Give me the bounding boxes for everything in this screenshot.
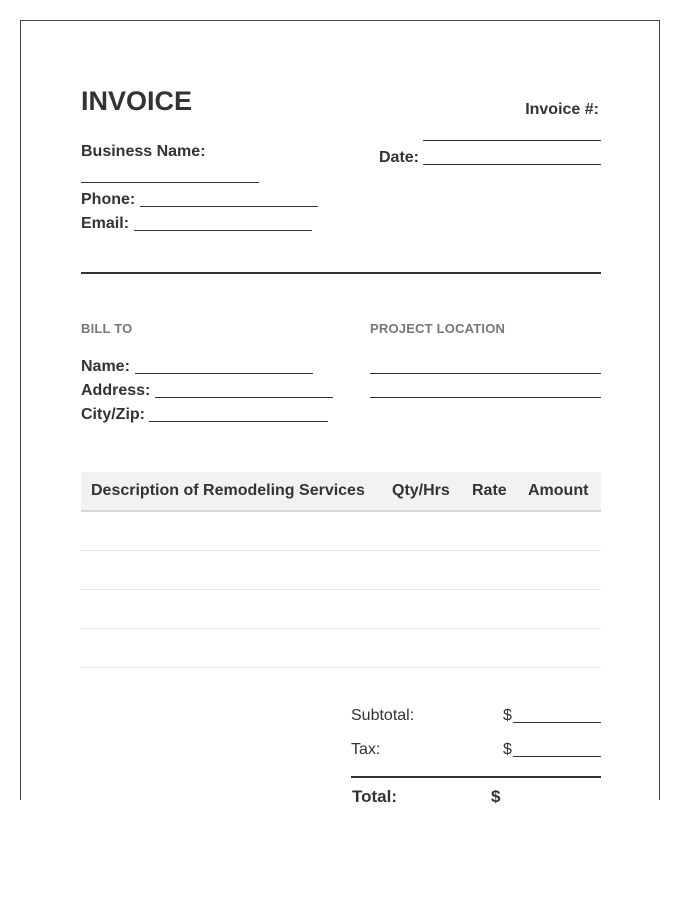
date-label: Date: bbox=[379, 149, 420, 166]
table-row[interactable] bbox=[81, 512, 601, 551]
date-field[interactable] bbox=[423, 164, 601, 165]
table-row[interactable] bbox=[81, 551, 601, 590]
table-row[interactable] bbox=[81, 629, 601, 668]
bill-to-cityzip-field[interactable] bbox=[149, 421, 328, 422]
bill-to-name-label: Name: bbox=[81, 358, 130, 375]
tax-field[interactable] bbox=[513, 756, 601, 757]
tax-currency: $ bbox=[503, 741, 512, 758]
col-qty-header: Qty/Hrs bbox=[392, 482, 450, 499]
bill-to-address-label: Address: bbox=[81, 382, 151, 399]
col-description-header: Description of Remodeling Services bbox=[91, 482, 365, 499]
business-name-field[interactable] bbox=[81, 182, 259, 183]
col-rate-header: Rate bbox=[472, 482, 507, 499]
email-label: Email: bbox=[81, 215, 130, 232]
subtotal-label: Subtotal: bbox=[351, 707, 415, 724]
col-amount-header: Amount bbox=[528, 482, 589, 499]
subtotal-field[interactable] bbox=[513, 722, 601, 723]
bill-to-name-field[interactable] bbox=[135, 373, 313, 374]
phone-label: Phone: bbox=[81, 191, 136, 208]
invoice-number-field[interactable] bbox=[423, 140, 601, 141]
subtotal-currency: $ bbox=[503, 707, 512, 724]
phone-field[interactable] bbox=[140, 206, 318, 207]
bill-to-cityzip-label: City/Zip: bbox=[81, 406, 145, 423]
project-location-heading: PROJECT LOCATION bbox=[370, 321, 506, 336]
email-field[interactable] bbox=[134, 230, 312, 231]
table-row[interactable] bbox=[81, 590, 601, 629]
total-label: Total: bbox=[352, 787, 398, 806]
project-location-line-1[interactable] bbox=[370, 373, 601, 374]
services-table-header bbox=[81, 472, 601, 512]
project-location-line-2[interactable] bbox=[370, 397, 601, 398]
invoice-page bbox=[20, 20, 660, 806]
total-divider bbox=[351, 776, 601, 778]
tax-label: Tax: bbox=[351, 741, 381, 758]
bill-to-address-field[interactable] bbox=[155, 397, 333, 398]
header-divider bbox=[81, 272, 601, 274]
business-name-label: Business Name: bbox=[81, 143, 206, 160]
bill-to-heading: BILL TO bbox=[81, 321, 133, 336]
invoice-number-label: Invoice #: bbox=[525, 101, 599, 118]
invoice-title: INVOICE bbox=[81, 86, 193, 116]
total-currency: $ bbox=[491, 787, 501, 806]
